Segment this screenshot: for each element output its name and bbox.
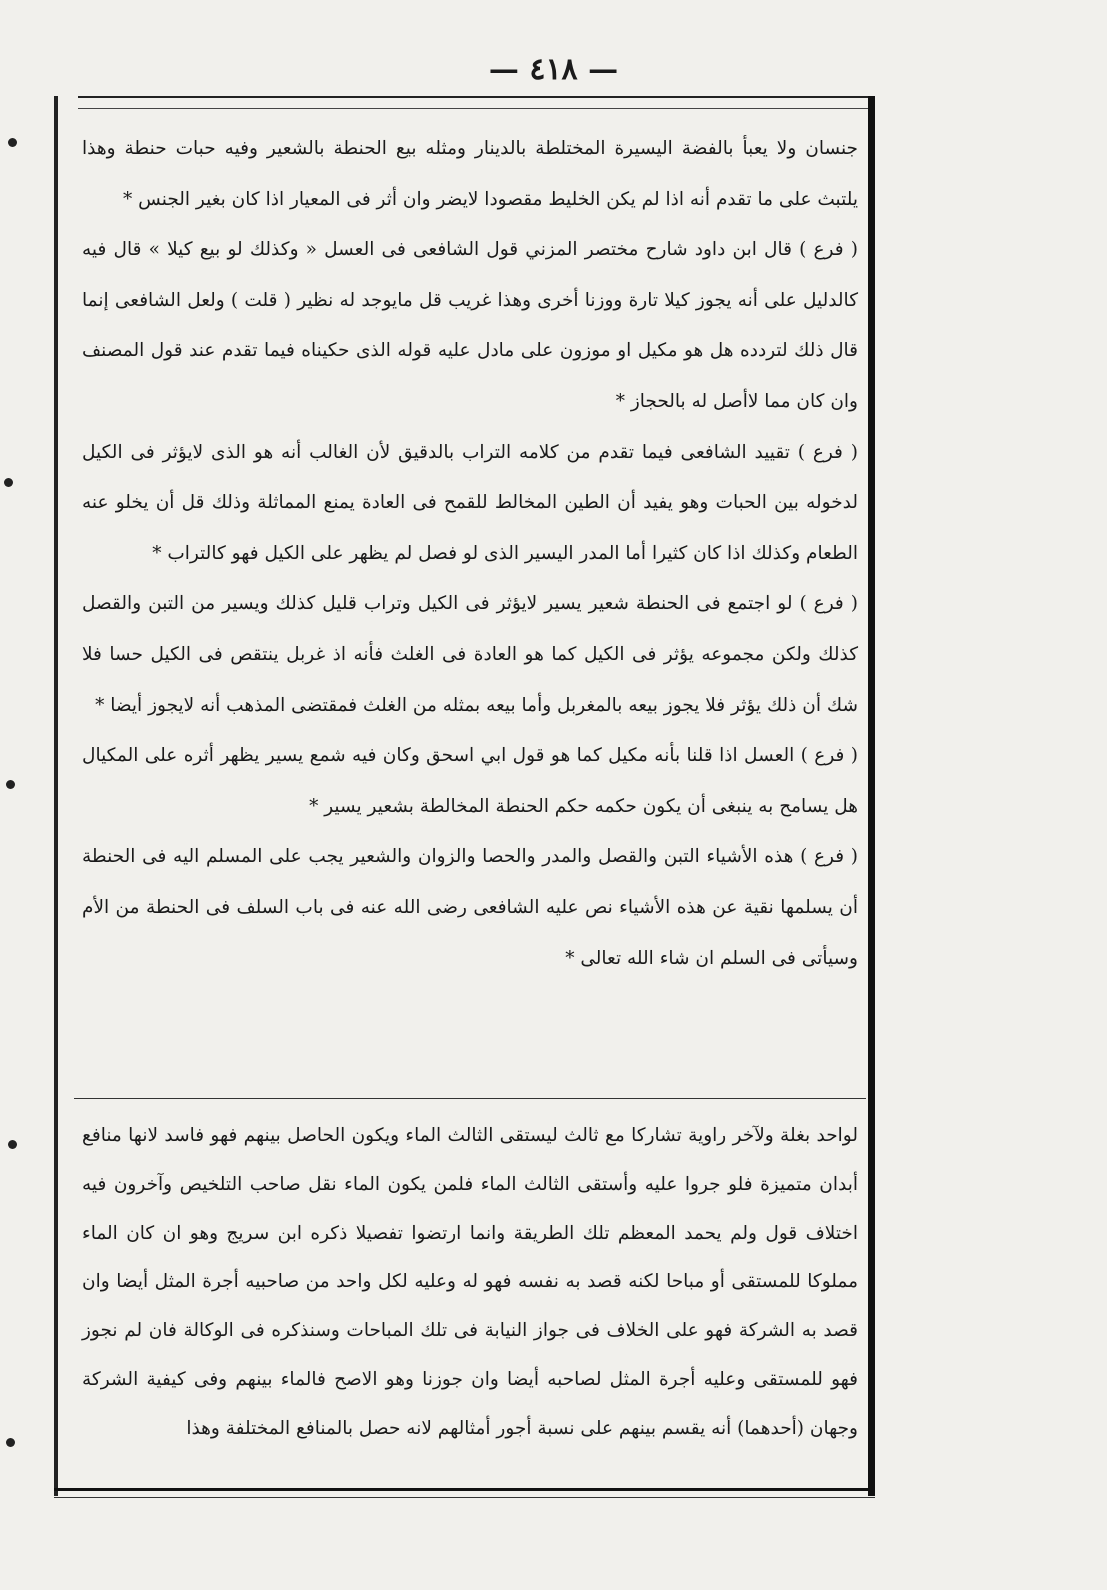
paragraph-continuation: جنسان ولا يعبأ بالفضة اليسيرة المختلطة بالدينار ومثله بيع الحنطة بالشعير وفيه حبات حنطة وهذا يلتبث على ما تقدم أنه اذا لم يكن الخليط مقصودا لايضر وان أثر فى المعيار اذا كان بغير الجنس *	[82, 138, 858, 210]
margin-ink-mark	[4, 478, 13, 487]
paragraph-far-honey-wax: ( فرع ) العسل اذا قلنا بأنه مكيل كما هو قول ابي اسحق وكان فيه شمع يسير يظهر أثره على المكيال هل يسامح به ينبغى أن يكون حكمه حكم الحنطة المخالطة بشعير يسير *	[82, 745, 858, 817]
top-double-rule	[78, 96, 868, 109]
paragraph-far-mixture: ( فرع ) لو اجتمع فى الحنطة شعير يسير لايؤثر فى الكيل وتراب قليل كذلك ويسير من التبن والقصل كذلك ولكن مجموعه يؤثر فى الكيل كما هو العادة فى الغلث فأنه اذ غربل ينتقص فى الكيل حسا فلا شك أن ذلك يؤثر فلا يجوز بيعه بالمغربل وأما بيعه بمثله من الغلث فمقتضى المذهب أنه لايجوز أيضا *	[82, 593, 858, 716]
bottom-double-rule	[54, 1488, 875, 1498]
page-number: — ٤١٨ —	[488, 52, 619, 87]
footnote-paragraph: لواحد بغلة ولآخر راوية تشاركا مع ثالث ليستقى الثالث الماء ويكون الحاصل بينهم فهو فاسد لانها منافع أبدان متميزة فلو جروا عليه وأستقى الثالث الماء فلمن يكون الماء نقل صاحب التلخيص وآخرون فيه اختلاف قول ولم يحمد المعظم تلك الطريقة وانما ارتضوا تفصيلا ذكره ابن سريج وهو ان كان الماء مملوكا للمستقى أو مباحا لكنه قصد به نفسه فهو له وعليه لكل واحد من صاحبيه أجرة المثل أيضا وان قصد به الشركة فهو على الخلاف فى جواز النيابة فى تلك المباحات وسنذكره فى الوكالة فان لم نجوز فهو للمستقى وعليه أجرة المثل لصاحبه أيضا وان جوزنا وهو الاصح فالماء بينهم وفى كيفية الشركة وجهان (أحدهما) أنه يقسم بينهم على نسبة أجور أمثالهم لانه حصل بالمنافع المختلفة وهذا	[82, 1125, 858, 1439]
paragraph-far-dust: ( فرع ) تقييد الشافعى فيما تقدم من كلامه التراب بالدقيق لأن الغالب أنه هو الذى لايؤثر فى الكيل لدخوله بين الحبات وهو يفيد أن الطين المخالط للقمح فى العادة يمنع المماثلة وذلك قل أن يخلو عنه الطعام وكذلك اذا كان كثيرا أما المدر اليسير الذى لو فصل لم يظهر على الكيل فهو كالتراب *	[82, 441, 858, 564]
left-frame-rule	[54, 96, 58, 1496]
margin-ink-mark	[8, 138, 17, 147]
margin-ink-mark	[6, 1438, 15, 1447]
paragraph-far-honey-measure: ( فرع ) قال ابن داود شارح مختصر المزني قول الشافعى فى العسل « وكذلك لو بيع كيلا » قال فيه كالدليل على أنه يجوز كيلا تارة ووزنا أخرى وهذا غريب قل مايوجد له نظير ( قلت ) ولعل الشافعى إنما قال ذلك لتردده هل هو مكيل او موزون على مادل عليه قوله الذى حكيناه فيما تقدم عند قول المصنف وان كان مما لاأصل له بالحجاز *	[82, 239, 858, 412]
footnote-divider	[74, 1098, 866, 1099]
right-frame-rule	[868, 96, 875, 1496]
main-text-block	[82, 124, 858, 984]
margin-ink-mark	[6, 780, 15, 789]
paragraph-far-salam: ( فرع ) هذه الأشياء التبن والقصل والمدر والحصا والزوان والشعير يجب على المسلم اليه فى الحنطة أن يسلمها نقية عن هذه الأشياء نص عليه الشافعى رضى الله عنه فى باب السلف فى الحنطة من الأم وسيأتى فى السلم ان شاء الله تعالى *	[82, 846, 858, 969]
footnote-block	[82, 1112, 858, 1454]
margin-ink-mark	[8, 1140, 17, 1149]
